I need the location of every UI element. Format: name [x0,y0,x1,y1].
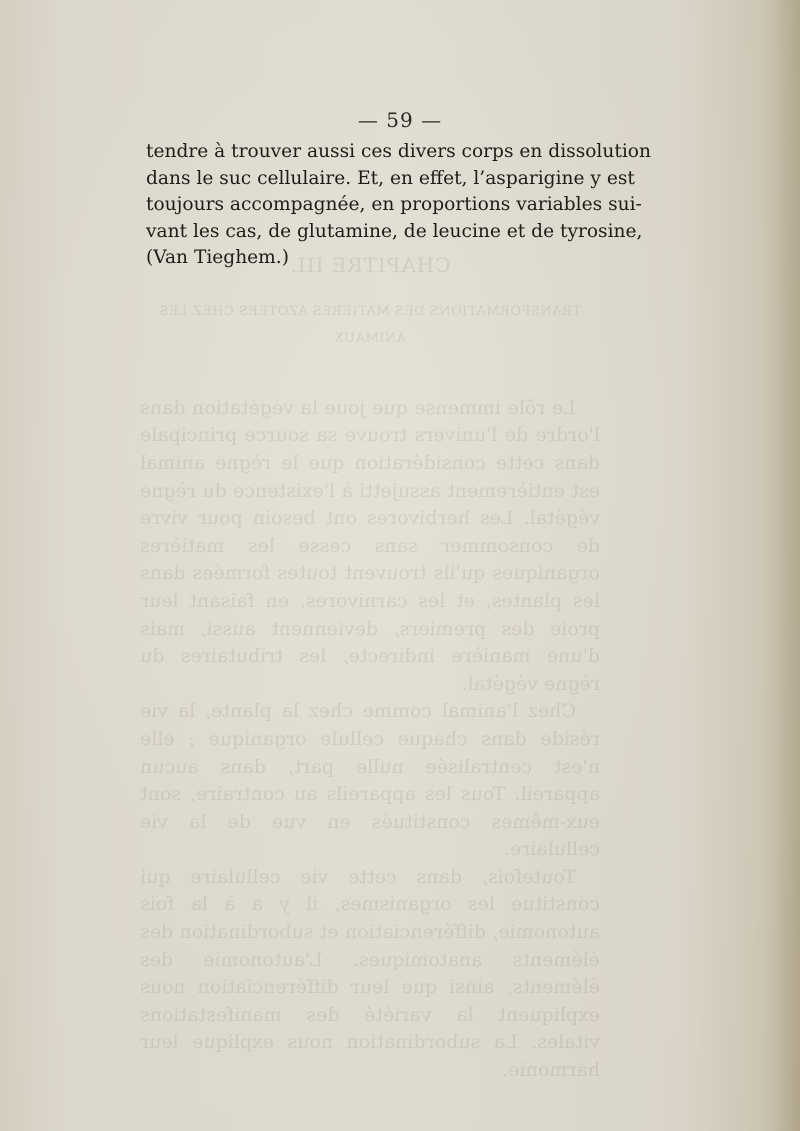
bleed-through-texture: CHAPITRE III. TRANSFORMATIONS DES MATIÈRES AZOTÉES CHEZ LES ANIMAUX Le rôle immense que joue la végétation dans l'ordre de l'univers trouve sa source principale dans cette considération que le règne animal est entièrement assujetti à l'existence du règne végétal. Les herbivores ont besoin pour vivre de consommer sans cesse les matières organiques qu'ils trouvent toutes formées dans les plantes, et les carnivores, en faisant leur proie des premiers, deviennent aussi, mais d'une manière indirecte, les tributaires du règne végétal. Chez l'animal comme chez la plante, la vie réside dans chaque cellule organique ; elle n'est centralisée nulle part, dans aucun appareil. Tous les appareils au contraire, sont eux-mêmes constitués en vue de la vie cellulaire. Toutefois, dans cette vie cellulaire qui constitue les organismes, il y a à la fois autonomie, différenciation et subordination des éléments anatomiques. L'autonomie des éléments, ainsi que leur différenciation nous expliquent la variété des manifestations vitales. La subordination nous explique leur harmonie. [140,253,600,1082]
text-line: vant les cas, de glutamine, de leucine et de tyrosine, [146,220,643,242]
page-edge-shadow [760,0,800,1131]
text-line: tendre à trouver aussi ces divers corps en dissolution [146,141,651,162]
body-paragraph [146,139,651,272]
text-line: dans le suc cellulaire. Et, en effet, l’asparigine y est [146,167,635,189]
text-line: (Van Tieghem.) [146,247,289,268]
page-number: — 59 — [357,108,443,132]
text-line: toujours accompagnée, en proportions variables sui- [146,194,642,215]
